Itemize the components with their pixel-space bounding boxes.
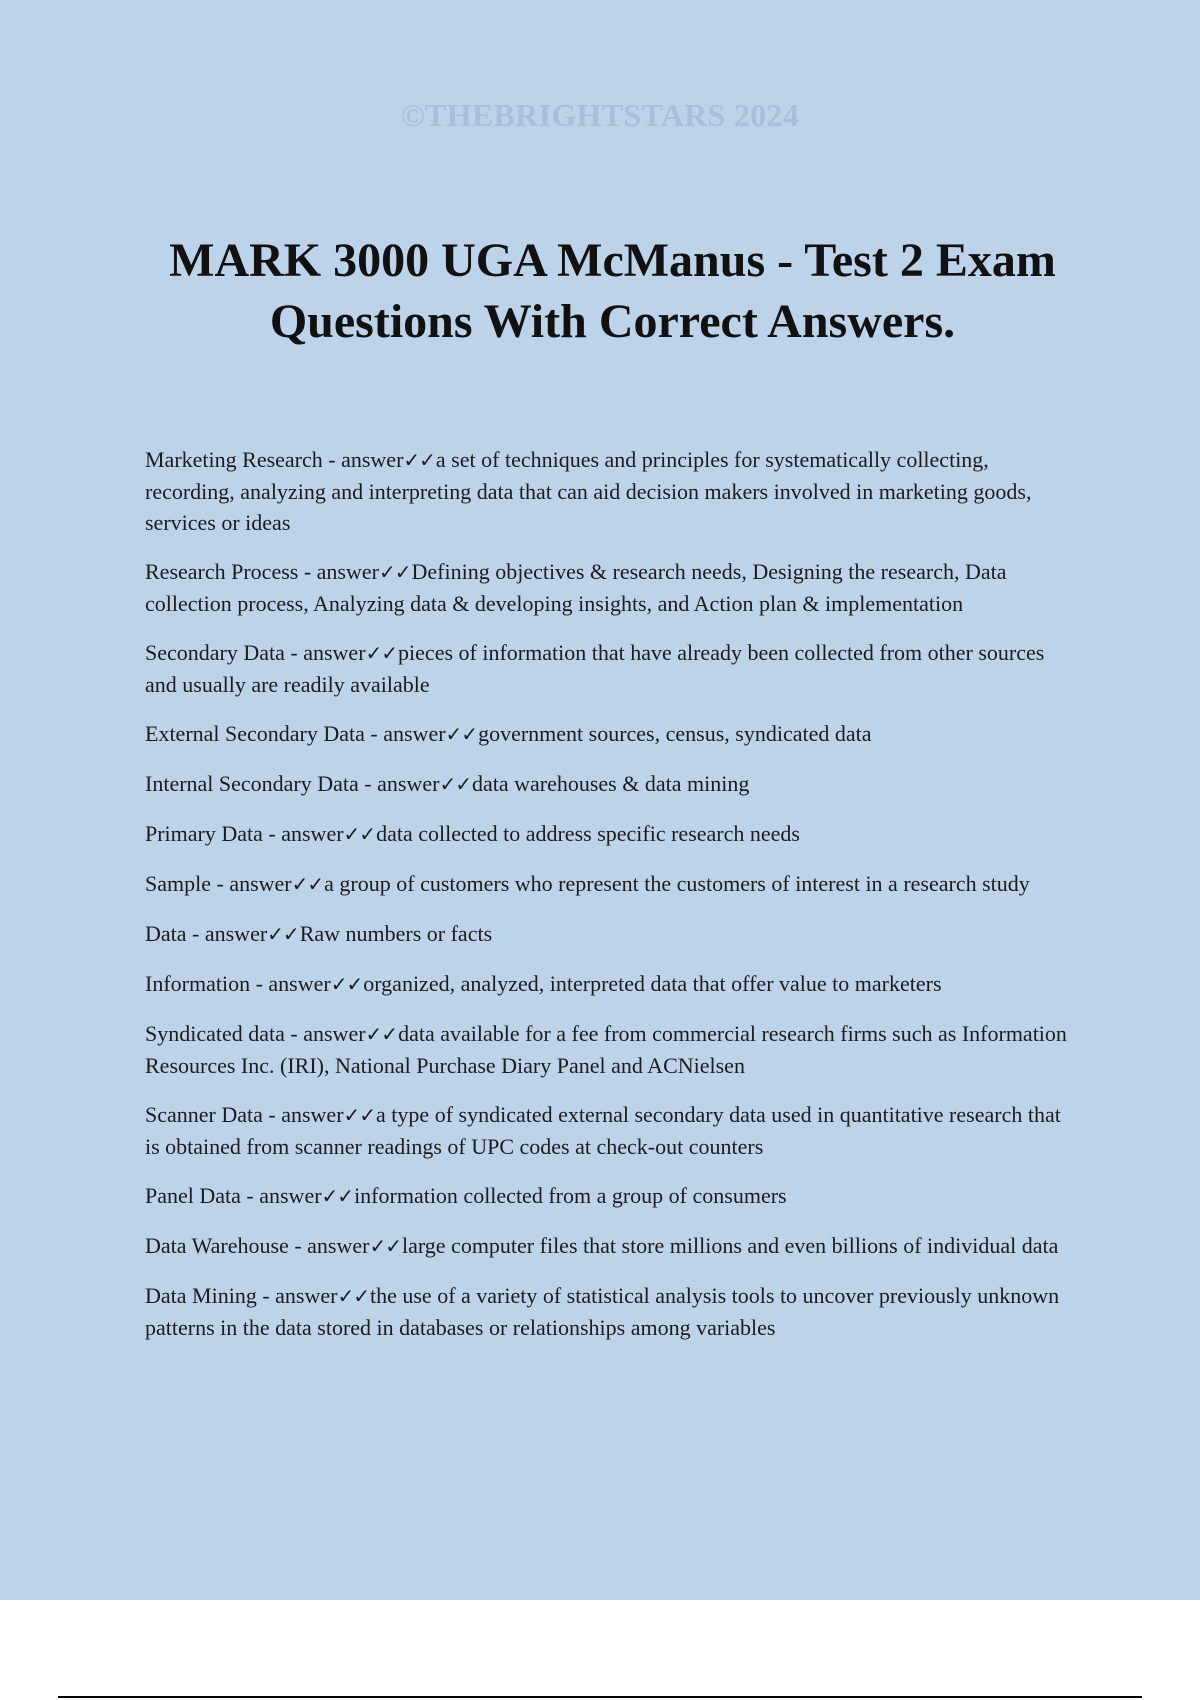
- double-check-icon: ✓✓: [267, 922, 299, 946]
- qa-term: Internal Secondary Data: [145, 771, 359, 796]
- qa-definition: a set of techniques and principles for systematically collecting, recording, analyzing and interpreting data that can aid decision makers involved in marketing goods, services or ideas: [145, 447, 1032, 535]
- qa-term: Primary Data: [145, 821, 263, 846]
- double-check-icon: ✓✓: [291, 872, 324, 896]
- answer-label: answer: [383, 721, 446, 746]
- double-check-icon: ✓✓: [343, 1103, 376, 1127]
- qa-term: Information: [145, 971, 251, 996]
- qa-term: External Secondary Data: [145, 721, 365, 746]
- qa-item: Secondary Data - answer✓✓pieces of information that have already been collected from other sources and usually are readily available: [145, 640, 1045, 697]
- qa-term: Marketing Research: [145, 447, 323, 472]
- double-check-icon: ✓✓: [439, 772, 471, 796]
- qa-item: Data Warehouse - answer✓✓large computer files that store millions and even billions of individual data: [145, 1233, 1059, 1258]
- answer-label: answer: [316, 559, 379, 584]
- qa-definition: a type of syndicated external secondary data used in quantitative research that is obtained from scanner readings of UPC codes at check-out counters: [145, 1102, 1061, 1159]
- answer-label: answer: [275, 1283, 338, 1308]
- qa-item: Data Mining - answer✓✓the use of a variety of statistical analysis tools to uncover previously unknown patterns in the data stored in databases or relationships among variables: [145, 1283, 1060, 1340]
- qa-definition: Raw numbers or facts: [299, 921, 493, 946]
- qa-definition: data available for a fee from commercial research firms such as Information Resources Inc. (IRI), National Purchase Diary Panel and ACNielsen: [145, 1021, 1067, 1078]
- answer-label: answer: [341, 447, 404, 472]
- qa-term: Syndicated data: [145, 1021, 285, 1046]
- qa-definition: large computer files that store millions and even billions of individual data: [401, 1233, 1059, 1258]
- qa-item: Information - answer✓✓organized, analyzed, interpreted data that offer value to marketers: [145, 971, 942, 996]
- footer-divider: [58, 1696, 1142, 1698]
- double-check-icon: ✓✓: [445, 722, 478, 746]
- qa-definition: data collected to address specific research needs: [376, 821, 800, 846]
- qa-term: Scanner Data: [145, 1102, 263, 1127]
- qa-item: Scanner Data - answer✓✓a type of syndicated external secondary data used in quantitative research that is obtained from scanner readings of UPC codes at check-out counters: [145, 1102, 1061, 1159]
- qa-definition: a group of customers who represent the customers of interest in a research study: [324, 871, 1030, 896]
- double-check-icon: ✓✓: [337, 1284, 369, 1308]
- double-check-icon: ✓✓: [343, 822, 376, 846]
- double-check-icon: ✓✓: [321, 1184, 354, 1208]
- qa-list: [145, 444, 1080, 1361]
- qa-term: Data Mining: [145, 1283, 257, 1308]
- answer-label: answer: [303, 640, 366, 665]
- qa-item: Data - answer✓✓Raw numbers or facts: [145, 921, 493, 946]
- double-check-icon: ✓✓: [330, 972, 363, 996]
- qa-definition: information collected from a group of consumers: [354, 1183, 787, 1208]
- document-title: [120, 230, 1105, 352]
- answer-label: answer: [307, 1233, 370, 1258]
- title-line-1: MARK 3000 UGA McManus - Test 2 Exam: [169, 234, 1056, 287]
- qa-term: Sample: [145, 871, 211, 896]
- qa-item: External Secondary Data - answer✓✓government sources, census, syndicated data: [145, 721, 872, 746]
- answer-label: answer: [204, 921, 268, 946]
- title-line-2: Questions With Correct Answers.: [269, 295, 956, 348]
- qa-term: Research Process: [145, 559, 299, 584]
- qa-definition: the use of a variety of statistical analysis tools to uncover previously unknown patterns in the data stored in databases or relationships among variables: [145, 1283, 1060, 1340]
- watermark: ©THEBRIGHTSTARS 2024: [400, 97, 800, 133]
- double-check-icon: ✓✓: [378, 560, 411, 584]
- qa-item: Internal Secondary Data - answer✓✓data warehouses & data mining: [145, 771, 750, 796]
- qa-definition: organized, analyzed, interpreted data that offer value to marketers: [363, 971, 942, 996]
- qa-item: Marketing Research - answer✓✓a set of techniques and principles for systematically collecting, recording, analyzing and interpreting data that can aid decision makers involved in marketing goods, services or ideas: [145, 447, 1032, 535]
- qa-term: Data: [145, 921, 187, 946]
- answer-label: answer: [281, 1102, 344, 1127]
- qa-term: Panel Data: [145, 1183, 241, 1208]
- qa-term: Data Warehouse: [145, 1233, 289, 1258]
- qa-definition: government sources, census, syndicated data: [478, 721, 872, 746]
- answer-label: answer: [268, 971, 331, 996]
- qa-item: Primary Data - answer✓✓data collected to address specific research needs: [145, 821, 800, 846]
- qa-item: Sample - answer✓✓a group of customers who represent the customers of interest in a research study: [145, 871, 1030, 896]
- qa-item: Panel Data - answer✓✓information collected from a group of consumers: [145, 1183, 787, 1208]
- qa-definition: data warehouses & data mining: [471, 771, 750, 796]
- qa-definition: pieces of information that have already been collected from other sources and usually are readily available: [145, 640, 1045, 697]
- qa-item: Research Process - answer✓✓Defining objectives & research needs, Designing the research, Data collection process, Analyzing data & developing insights, and Action plan & implementation: [145, 559, 1007, 616]
- qa-item: Syndicated data - answer✓✓data available for a fee from commercial research firms such as Information Resources Inc. (IRI), National Purchase Diary Panel and ACNielsen: [145, 1021, 1067, 1078]
- answer-label: answer: [229, 871, 292, 896]
- double-check-icon: ✓✓: [365, 641, 398, 665]
- double-check-icon: ✓✓: [403, 448, 435, 472]
- qa-definition: Defining objectives & research needs, Designing the research, Data collection process, Analyzing data & developing insights, and Action plan & implementation: [145, 559, 1007, 616]
- double-check-icon: ✓✓: [369, 1234, 401, 1258]
- answer-label: answer: [303, 1021, 366, 1046]
- double-check-icon: ✓✓: [365, 1022, 398, 1046]
- qa-term: Secondary Data: [145, 640, 285, 665]
- answer-label: answer: [281, 821, 344, 846]
- answer-label: answer: [377, 771, 440, 796]
- answer-label: answer: [259, 1183, 322, 1208]
